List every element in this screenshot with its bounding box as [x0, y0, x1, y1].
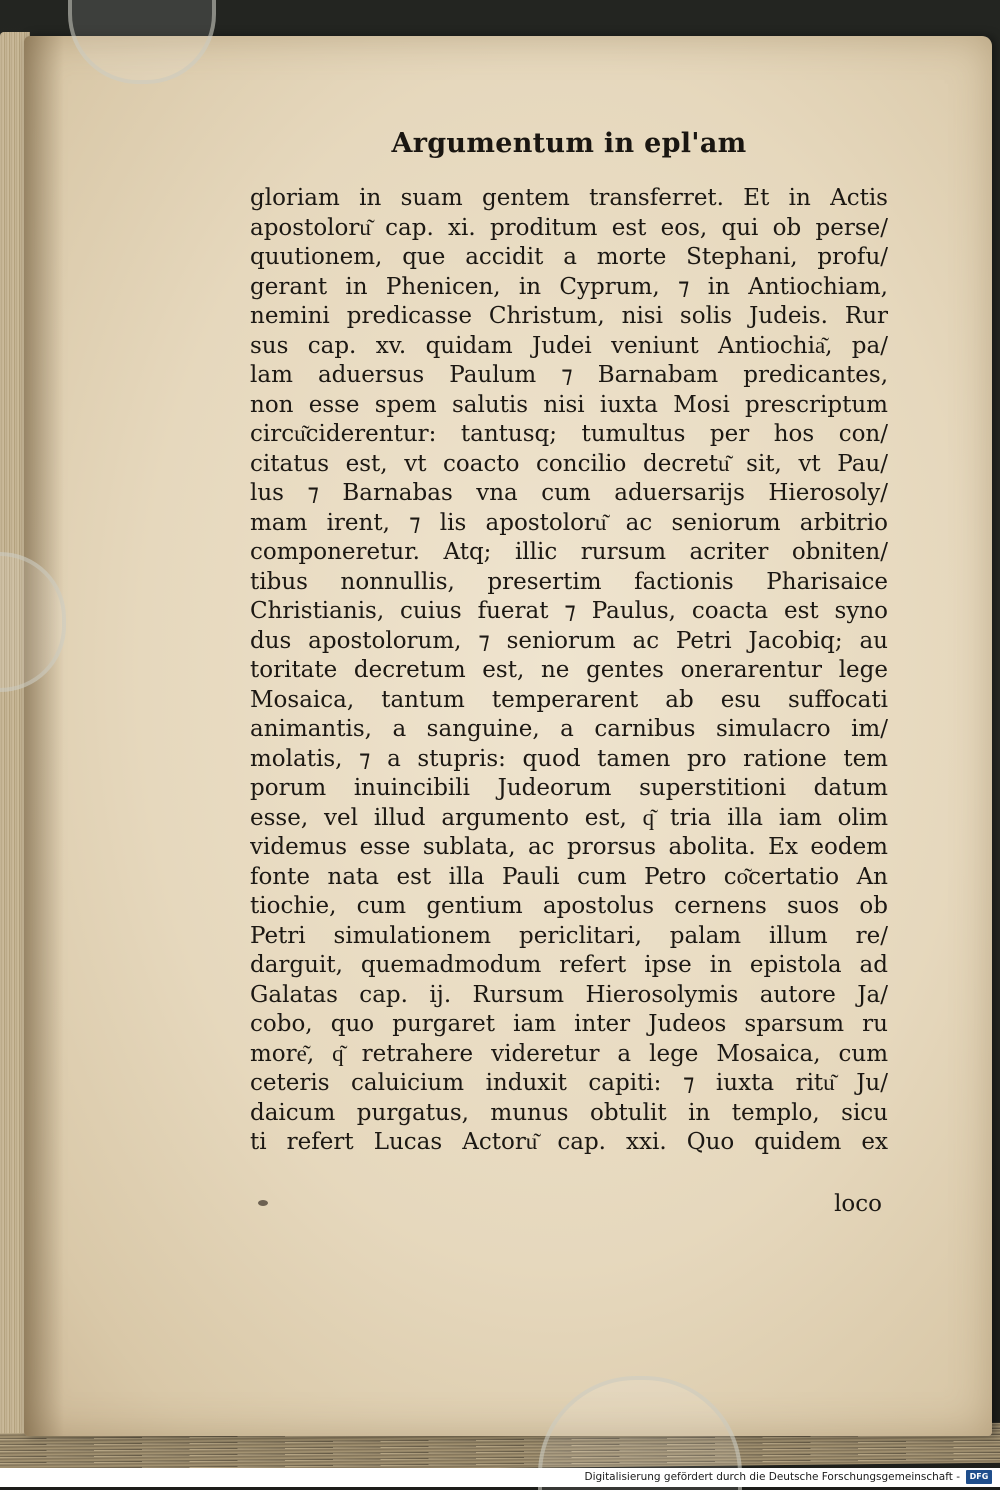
- text-line: Christianis, cuius fuerat ⁊ Paulus, coacta est syno: [250, 598, 888, 624]
- text-line: sus cap. xv. quidam Judei veniunt Antiochia͂, pa/: [250, 332, 888, 359]
- text-line: ti refert Lucas Actoru͂ cap. xxi. Quo quidem ex: [250, 1129, 888, 1155]
- gutter-shadow: [24, 36, 64, 1436]
- text-line: citatus est, vt coacto concilio decretu͂ sit, vt Pau/: [250, 450, 888, 477]
- text-line: more͂, q͂ retrahere videretur a lege Mosaica, cum: [250, 1040, 888, 1067]
- text-line: circu͂ciderentur: tantusq; tumultus per hos con/: [250, 421, 888, 447]
- text-line: fonte nata est illa Pauli cum Petro co͂certatio An: [250, 863, 888, 890]
- text-line: ceteris caluicium induxit capiti: ⁊ iuxta ritu͂ Ju/: [250, 1070, 888, 1096]
- text-line: Petri simulationem periclitari, palam illum re/: [250, 922, 888, 949]
- text-line: tibus nonnullis, presertim factionis Pharisaice: [250, 568, 888, 595]
- catchword: loco: [834, 1191, 882, 1217]
- text-line: Galatas cap. ij. Rursum Hierosolymis autore Ja/: [250, 981, 888, 1008]
- text-block: [250, 184, 888, 1158]
- digitization-credit: Digitalisierung gefördert durch die Deutsche Forschungsgemeinschaft -: [584, 1471, 960, 1483]
- text-line: animantis, a sanguine, a carnibus simulacro im/: [250, 716, 888, 742]
- text-line: tiochie, cum gentium apostolus cernens suos ob: [250, 893, 888, 919]
- text-line: lus ⁊ Barnabas vna cum aduersarijs Hierosoly/: [250, 480, 888, 506]
- text-line: gloriam in suam gentem transferret. Et in Actis: [250, 185, 888, 211]
- text-line: non esse spem salutis nisi iuxta Mosi prescriptum: [250, 391, 888, 418]
- text-line: cobo, quo purgaret iam inter Judeos sparsum ru: [250, 1011, 888, 1037]
- text-line: nemini predicasse Christum, nisi solis Judeis. Rur: [250, 303, 888, 329]
- text-line: esse, vel illud argumento est, q͂ tria illa iam olim: [250, 804, 888, 831]
- text-line: darguit, quemadmodum refert ipse in epistola ad: [250, 952, 888, 978]
- text-line: toritate decretum est, ne gentes onerarentur lege: [250, 657, 888, 683]
- text-line: lam aduersus Paulum ⁊ Barnabam predicantes,: [250, 362, 888, 388]
- text-line: daicum purgatus, munus obtulit in templo, sicu: [250, 1099, 888, 1126]
- text-line: porum inuincibili Judeorum superstitioni datum: [250, 775, 888, 801]
- text-line: molatis, ⁊ a stupris: quod tamen pro ratione tem: [250, 745, 888, 772]
- text-line: apostoloru͂ cap. xi. proditum est eos, qui ob perse/: [250, 214, 888, 241]
- text-line: componeretur. Atq; illic rursum acriter obniten/: [250, 539, 888, 565]
- text-line: Mosaica, tantum temperarent ab esu suffocati: [250, 686, 888, 713]
- text-line: quutionem, que accidit a morte Stephani, profu/: [250, 244, 888, 270]
- text-line: mam irent, ⁊ lis apostoloru͂ ac seniorum arbitrio: [250, 509, 888, 536]
- text-line: videmus esse sublata, ac prorsus abolita. Ex eodem: [250, 834, 888, 860]
- dfg-logo: DFG: [966, 1470, 992, 1484]
- text-line: dus apostolorum, ⁊ seniorum ac Petri Jacobiq; au: [250, 627, 888, 654]
- text-line: gerant in Phenicen, in Cyprum, ⁊ in Antiochiam,: [250, 273, 888, 300]
- running-header: Argumentum in epl'am: [391, 128, 747, 159]
